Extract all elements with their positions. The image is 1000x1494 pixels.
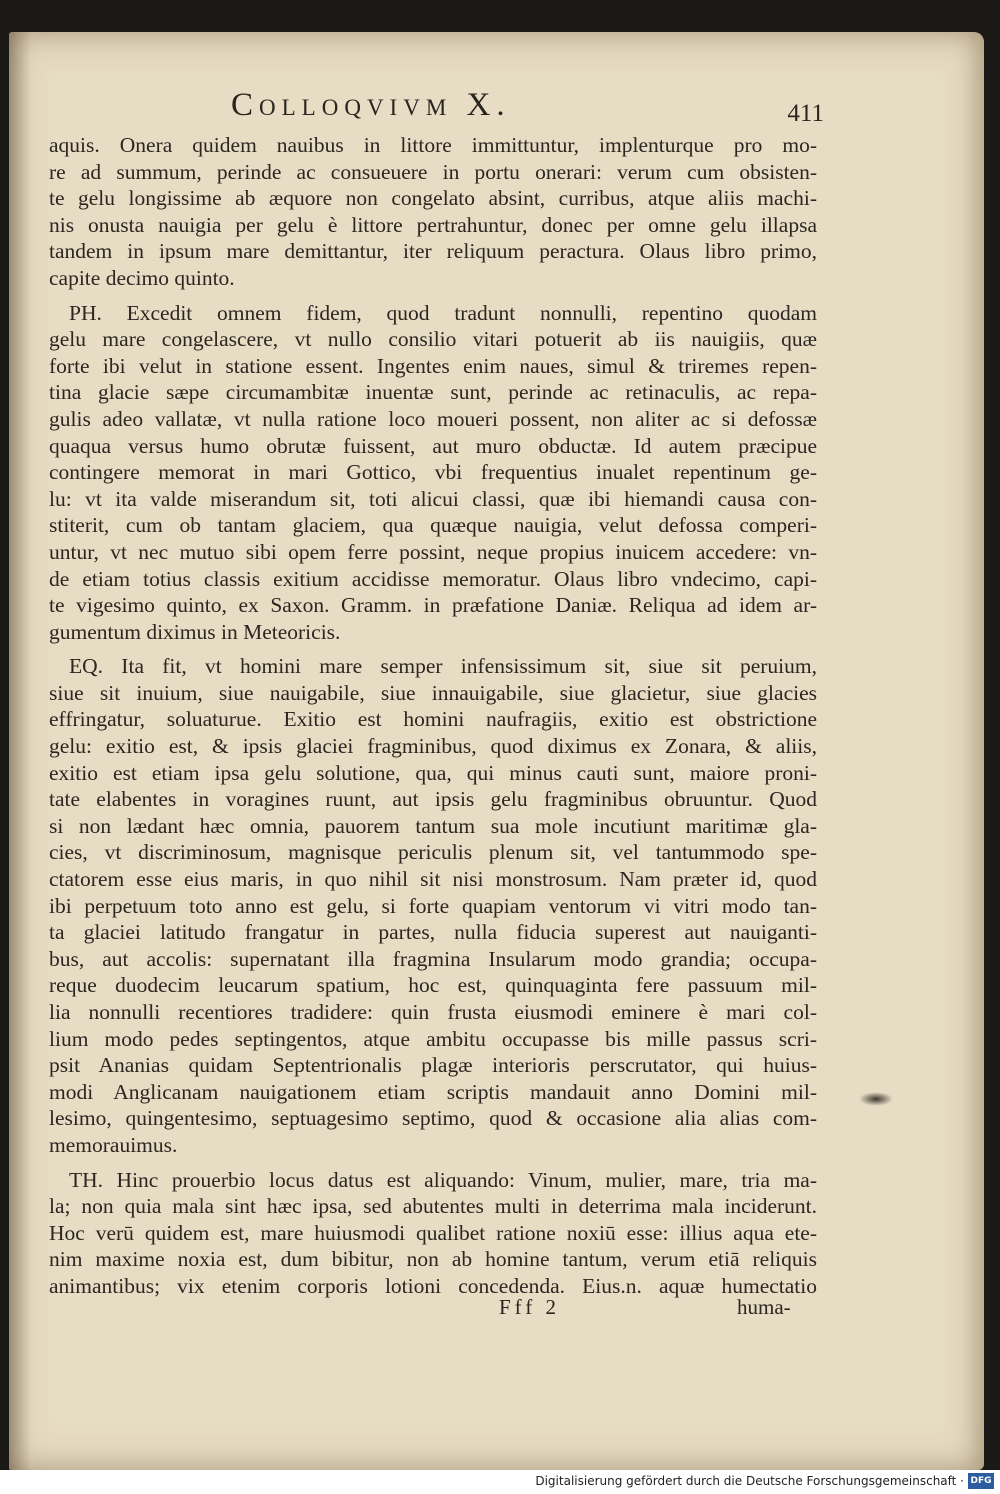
text-line: tandem in ipsum mare demittantur, iter reliquum peractura. Olaus libro primo, [49,239,817,264]
text-line: tina glacie sæpe circumambitæ inuentæ sunt, perinde ac retinaculis, ac repa- [49,380,817,405]
catchword: huma- [737,1295,791,1319]
text-line: ibi perpetuum toto anno est gelu, si forte quapiam ventorum vi vitri modo tan- [49,893,817,918]
text-line: psit Ananias quidam Septentrionalis plagæ interioris perscrutator, qui huius- [49,1053,817,1078]
text-line: gelu: exitio est, & ipsis glaciei fragminibus, quod diximus ex Zonara, & aliis, [49,734,817,759]
text-line: EQ. Ita fit, vt homini mare semper infensissimum sit, siue sit peruium, [69,654,817,679]
text-line: memorauimus. [49,1132,178,1157]
text-line: exitio est etiam ipsa gelu solutione, qua, qui minus cauti sunt, maiore proni- [49,760,817,785]
running-head: Colloqvivm X. [231,87,511,123]
text-line: tate elabentes in voragines ruunt, aut ipsis gelu fragminibus obruuntur. Quod [49,787,817,812]
text-line: cies, vt discriminosum, magnisque periculis plenum sit, vel tantummodo spe- [49,840,817,865]
text-line: re ad summum, perinde ac consueuere in portu onerari: verum cum obsisten- [49,159,817,184]
text-line: untur, vt nec mutuo sibi opem ferre possint, neque propius inuicem accedere: vn- [49,539,817,564]
text-line: nim maxime noxia est, dum bibitur, non ab homine tantum, verum etiā reliquis [49,1247,817,1272]
body-text [49,132,817,1308]
signature-mark: Fff 2 [499,1295,561,1319]
text-line: de etiam totius classis exitium accidisse memoratur. Olaus libro vndecimo, capi- [49,566,817,591]
text-line: bus, aut accolis: supernatant illa fragmina Insularum modo grandia; occupa- [49,946,817,971]
text-line: aquis. Onera quidem nauibus in littore immittuntur, implenturque pro mo- [49,133,817,157]
text-line: Hoc verū quidem est, mare huiusmodi qualibet ratione noxiū esse: illius aqua ete- [49,1220,817,1245]
text-line: animantibus; vix etenim corporis lotioni concedenda. Eius.n. aquæ humectatio [49,1273,817,1298]
text-line: ta glaciei latitudo frangatur in partes, nulla fiducia superest aut nauiganti- [49,920,817,945]
paragraph-3 [49,653,817,1158]
paragraph-1 [49,132,817,292]
text-line: PH. Excedit omnem fidem, quod tradunt nonnulli, repentino quodam [69,300,817,325]
text-line: stiterit, cum ob tantam glaciem, qua quæque nauigia, velut defossa comperi- [49,513,817,538]
text-line: quaqua versus humo obrutæ fuissent, aut muro obductæ. Id autem præcipue [49,433,817,458]
book-page [9,32,984,1470]
gutter-shadow [9,32,31,1470]
credit-bar [0,1470,1000,1494]
text-line: modi Anglicanam nauigationem etiam scriptis mandauit anno Domini mil- [49,1079,817,1104]
text-line: lu: vt ita valde miserandum sit, toti alicui classi, quæ ibi hiemandi causa con- [49,486,817,511]
paragraph-2 [49,300,817,646]
text-line: lesimo, quingentesimo, septuagesimo septimo, quod & occasione alia alias com- [49,1106,817,1131]
dfg-logo-icon[interactable]: DFG [968,1473,994,1489]
text-line: lium modo pedes septingentos, atque ambitu occupasse bis mille passus scri- [49,1026,817,1051]
text-line: reque duodecim leucarum spatium, hoc est, quinquaginta fere passuum mil- [49,973,817,998]
text-line: la; non quia mala sint hæc ipsa, sed abutentes multi in deterrima mala inciderunt. [49,1194,817,1219]
funding-credit[interactable]: Digitalisierung gefördert durch die Deutsche Forschungsgemeinschaft · [535,1474,964,1488]
text-line: TH. Hinc prouerbio locus datus est aliquando: Vinum, mulier, mare, tria ma- [69,1167,817,1192]
text-line: ctatorem esse eius maris, in quo nihil sit nisi monstrosum. Nam præter id, quod [49,867,817,892]
text-line: te gelu longissime ab æquore non congelato absint, curribus, atque aliis machi- [49,186,817,211]
text-line: nis onusta nauigia per gelu è littore pertrahuntur, donec per omne gelu illapsa [49,212,817,237]
text-line: si non lædant hæc omnia, pauorem tantum sua mole incutiunt maritimæ gla- [49,813,817,838]
text-line: te vigesimo quinto, ex Saxon. Gramm. in præfatione Daniæ. Reliqua ad idem ar- [49,593,817,618]
text-line: gulis adeo vallatæ, vt nulla ratione loco moueri possent, non aliter ac si defossæ [49,406,817,431]
paragraph-4 [49,1167,817,1300]
text-line: contingere memorat in mari Gottico, vbi frequentius inualet repentinum ge- [49,460,817,485]
page-number: 411 [787,100,824,127]
text-line: capite decimo quinto. [49,265,235,290]
text-line: gumentum diximus in Meteoricis. [49,619,341,644]
text-line: siue sit inuium, siue nauigabile, siue innauigabile, siue glacietur, siue glacies [49,680,817,705]
text-line: effringatur, soluaturue. Exitio est homini naufragiis, exitio est obstrictione [49,707,817,732]
ink-stain [859,1092,893,1106]
text-line: forte ibi velut in statione essent. Ingentes enim naues, simul & triremes repen- [49,353,817,378]
text-line: lia nonnulli recentiores tradidere: quin frusta eiusmodi eminere è mari col- [49,1000,817,1024]
text-line: gelu mare congelascere, vt nullo consilio vitari potuerit ab iis nauigiis, quæ [49,327,817,352]
